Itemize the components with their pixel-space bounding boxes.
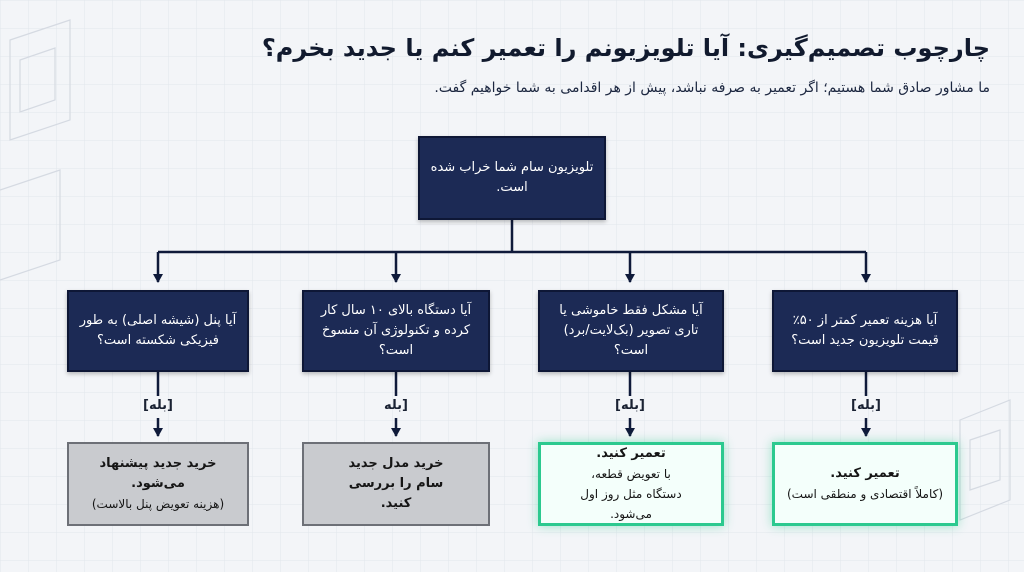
outcome-node-4 (67, 442, 249, 526)
question-text-3: آیا دستگاه بالای ۱۰ سال کار کرده و تکنولوژی آن منسوخ است؟ (320, 303, 472, 358)
outcome-detail-1: (کاملاً اقتصادی و منطقی است) (787, 487, 943, 501)
question-text-1: آیا هزینه تعمیر کمتر از ۵۰٪ قیمت تلویزیون جدید است؟ (791, 313, 939, 348)
page-subtitle: ما مشاور صادق شما هستیم؛ اگر تعمیر به صرفه نباشد، پیش از هر اقدامی به شما خواهیم گفت. (434, 80, 990, 96)
outcome-node-2 (538, 442, 724, 526)
question-text-4: آیا پنل (شیشه اصلی) به طور فیزیکی شکسته است؟ (79, 313, 237, 348)
edge-label-4: [بله] (143, 398, 173, 413)
outcome-title-3: خرید مدل جدید سام را بررسی کنید. (348, 456, 444, 511)
edge-label-3: [بله (383, 398, 408, 413)
question-node-1 (772, 290, 958, 372)
root-node (418, 136, 606, 220)
outcome-title-4: خرید جدید پیشنهاد می‌شود. (99, 456, 217, 491)
edge-label-2: [بله] (615, 398, 645, 413)
question-node-4 (67, 290, 249, 372)
outcome-node-1 (772, 442, 958, 526)
outcome-title-1: تعمیر کنید. (830, 466, 900, 481)
root-node-text: تلویزیون سام شما خراب شده است. (430, 160, 594, 195)
outcome-detail-4: (هزینه تعویض پنل بالاست) (91, 497, 225, 511)
question-text-2: آیا مشکل فقط خاموشی یا تاری تصویر (بک‌لایت/برد) است؟ (559, 303, 703, 358)
question-node-2 (538, 290, 724, 372)
page-title: چارچوب تصمیم‌گیری: آیا تلویزیونم را تعمیر کنم یا جدید بخرم؟ (261, 34, 990, 62)
outcome-title-2: تعمیر کنید. (596, 446, 666, 461)
outcome-detail-2: با تعویض قطعه، دستگاه مثل روز اول می‌شود. (580, 467, 682, 521)
question-node-3 (302, 290, 490, 372)
outcome-node-3 (302, 442, 490, 526)
edge-label-1: [بله] (851, 398, 881, 413)
